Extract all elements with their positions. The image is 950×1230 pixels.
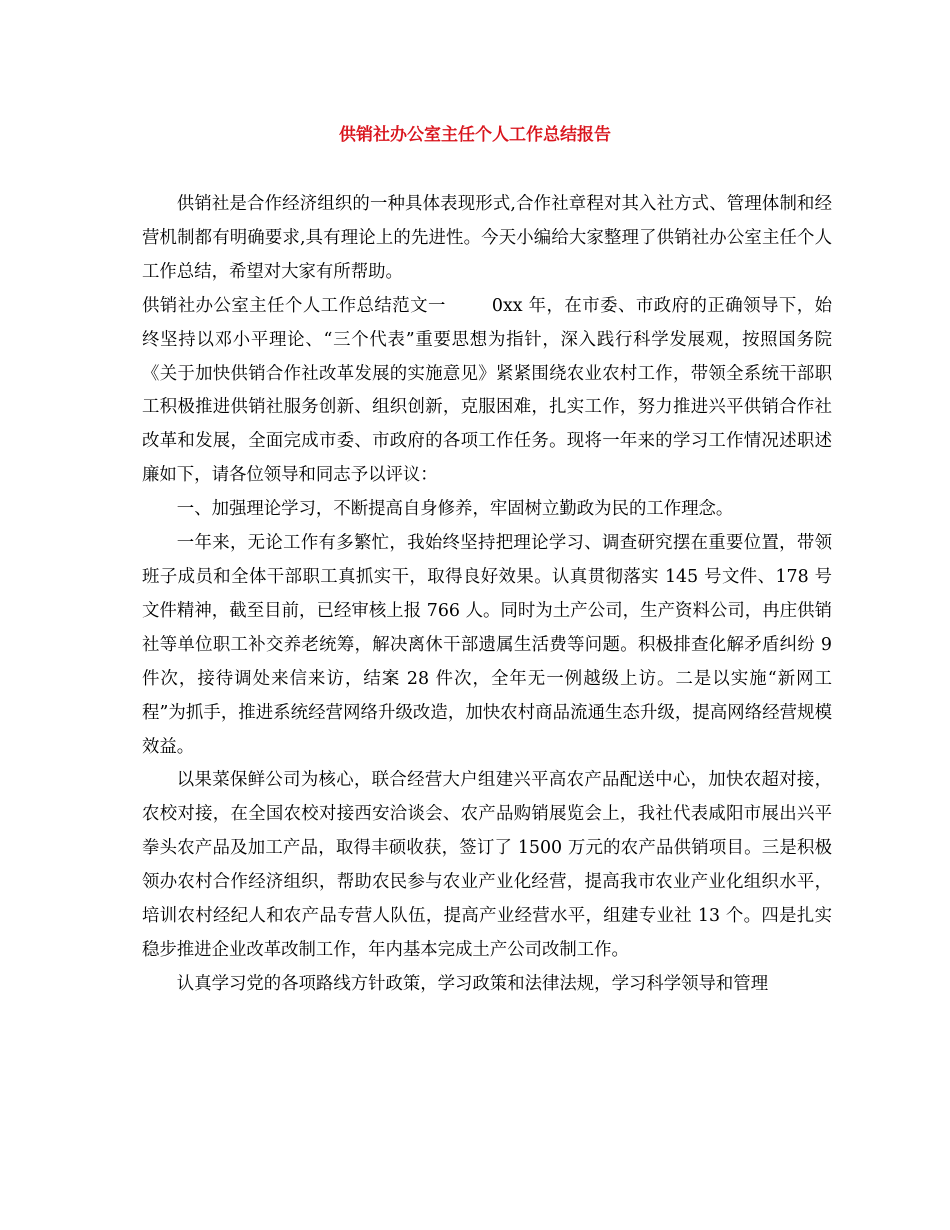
body-paragraph: 以果菜保鲜公司为核心，联合经营大户组建兴平高农产品配送中心，加快农超对接，农校对接，在全国农校对接西安洽谈会、农产品购销展览会上，我社代表咸阳市展出兴平拳头农产品及加工产品，取得丰硕收获，签订了 1500 万元的农产品供销项目。三是积极领办农村合作经济组织，帮助农民参与农业产业化经营，提高我市农业产业化组织水平，培训农村经纪人和农产品专营人队伍，提高产业经营水平，组建专业社 13 个。四是扎实稳步推进企业改革改制工作，年内基本完成土产公司改制工作。	[142, 770, 832, 960]
heading-paragraph: 一、加强理论学习，不断提高自身修养，牢固树立勤政为民的工作理念。	[176, 499, 734, 520]
body-paragraph: 认真学习党的各项路线方针政策，学习政策和法律法规，学习科学领导和管理	[176, 973, 769, 994]
body-paragraph: 一年来，无论工作有多繁忙，我始终坚持把理论学习、调查研究摆在重要位置，带领班子成员和全体干部职工真抓实干，取得良好效果。认真贯彻落实 145 号文件、178 号文件精神，截至目前，已经审核上报 766 人。同时为土产公司，生产资料公司，冉庄供销社等单位职工补交养老统筹，解决离休干部遗属生活费等问题。积极排查化解矛盾纠纷 9 件次，接待调处来信来访，结案 28 件次，全年无一例越级上访。二是以实施“新网工程”为抓手，推进系统经营网络升级改造，加快农村商品流通生态升级，提高网络经营规模效益。	[142, 533, 832, 757]
document-body	[142, 188, 832, 1002]
section-heading: 供销社办公室主任个人工作总结范文一	[142, 295, 446, 316]
document-title: 供销社办公室主任个人工作总结报告	[339, 125, 611, 145]
section-text: 0xx 年，在市委、市政府的正确领导下，始终坚持以邓小平理论、“三个代表”重要思想为指针，深入践行科学发展观，按照国务院《关于加快供销合作社改革发展的实施意见》紧紧围绕农业农村工作，带领全系统干部职工积极推进供销社服务创新、组织创新，克服困难，扎实工作，努力推进兴平供销合作社改革和发展，全面完成市委、市政府的各项工作任务。现将一年来的学习工作情况述职述廉如下，请各位领导和同志予以评议：	[142, 295, 832, 486]
intro-paragraph: 供销社是合作经济组织的一种具体表现形式,合作社章程对其入社方式、管理体制和经营机制都有明确要求,具有理论上的先进性。今天小编给大家整理了供销社办公室主任个人工作总结，希望对大家有所帮助。	[142, 194, 832, 282]
section-paragraph	[142, 290, 832, 493]
